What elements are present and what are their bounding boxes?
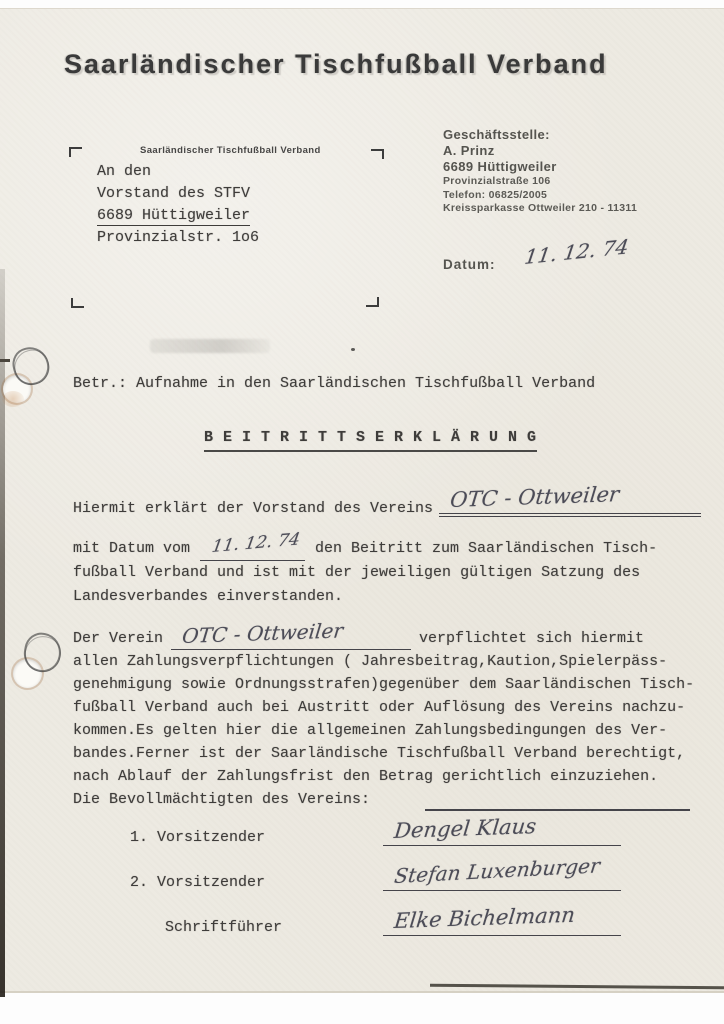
recipient-address xyxy=(97,161,259,249)
address-window-corner-mark xyxy=(371,149,384,159)
office-label: Geschäftsstelle: xyxy=(443,127,550,142)
paper-sheet xyxy=(0,8,724,993)
ink-speck xyxy=(351,348,355,351)
paragraph-obligations xyxy=(73,618,695,811)
address-line: Provinzialstr. 1o6 xyxy=(97,229,260,246)
office-info-block xyxy=(443,127,637,216)
signature-line xyxy=(383,902,621,936)
address-line: 6689 Hüttigweiler xyxy=(97,207,251,224)
signature-row-first-chairman xyxy=(130,815,621,846)
address-window-corner-mark xyxy=(69,147,82,157)
office-contact-name: A. Prinz xyxy=(443,143,495,158)
signature-role-label: 2. Vorsitzender xyxy=(130,874,266,891)
address-line: An den xyxy=(97,163,152,180)
typed-text: mit Datum vom xyxy=(73,540,191,557)
body-line: fußball Verband und ist mit der jeweiligen gültigen Satzung des xyxy=(73,564,641,581)
address-window-corner-mark xyxy=(366,297,379,307)
office-street: Provinzialstraße 106 xyxy=(443,175,551,187)
club-name-handwritten: OTC - Ottweiler xyxy=(181,618,345,648)
paragraph-club-declaration xyxy=(73,482,701,517)
paragraph-accession xyxy=(73,529,658,609)
sender-line: Saarländischer Tischfußball Verband xyxy=(140,145,321,156)
typed-text: verpflichtet sich hiermit xyxy=(419,630,645,647)
office-city: 6689 Hüttigweiler xyxy=(443,159,557,174)
signature-line xyxy=(383,815,621,846)
ink-smudge xyxy=(150,339,270,353)
typed-text: Die Bevollmächtigten des Vereins: xyxy=(73,791,371,808)
letterhead-title: Saarländischer Tischfußball Verband xyxy=(64,49,608,79)
paper-bottom-edge-line xyxy=(430,984,724,989)
date-handwritten: 11. 12. 74 xyxy=(210,529,302,558)
body-line xyxy=(73,529,658,561)
office-bank: Kreissparkasse Ottweiler 210 - 11311 xyxy=(443,202,638,214)
club-name-blank xyxy=(439,482,701,517)
paper-stain xyxy=(2,391,24,407)
signature-row-secretary xyxy=(130,902,621,936)
body-line: Landesverbandes einverstanden. xyxy=(73,588,344,605)
subject-line: Betr.: Aufnahme in den Saarländischen Tischfußball Verband xyxy=(73,375,596,392)
signature-line xyxy=(383,853,621,891)
club-name-handwritten: OTC - Ottweiler xyxy=(449,482,621,512)
body-line: kommen.Es gelten hier die allgemeinen Zahlungsbedingungen des Ver- xyxy=(73,722,668,739)
scan-edge-shadow xyxy=(0,269,5,997)
signature-handwritten: Dengel Klaus xyxy=(393,814,538,843)
date-handwritten-value: 11. 12. 74 xyxy=(523,234,631,269)
body-line: bandes.Ferner ist der Saarländische Tischfußball Verband berechtigt, xyxy=(73,745,686,762)
body-line: fußball Verband auch bei Austritt oder Auflösung des Vereins nachzu- xyxy=(73,699,686,716)
signature-row-second-chairman xyxy=(130,853,621,891)
empty-blank-line xyxy=(425,789,690,811)
typed-text: Der Verein xyxy=(73,630,164,647)
date-blank xyxy=(200,529,305,561)
club-name-blank xyxy=(171,618,411,650)
body-line xyxy=(73,618,694,650)
body-line: allen Zahlungsverpflichtungen ( Jahresbeitrag,Kaution,Spielerpäss- xyxy=(73,653,668,670)
signature-role-label: Schriftführer xyxy=(165,919,283,936)
signature-handwritten: Elke Bichelmann xyxy=(393,902,577,933)
address-line: Vorstand des STFV xyxy=(97,185,251,202)
body-line: genehmigung sowie Ordnungsstrafen)gegenüber dem Saarländischen Tisch- xyxy=(73,676,695,693)
body-line: nach Ablauf der Zahlungsfrist den Betrag gerichtlich einzuziehen. xyxy=(73,768,659,785)
signature-role-label: 1. Vorsitzender xyxy=(130,829,266,846)
typed-text: den Beitritt zum Saarländischen Tisch- xyxy=(315,540,658,557)
scan-edge-mark xyxy=(0,359,10,362)
date-label: Datum: xyxy=(443,257,496,272)
typed-text: Hiermit erklärt der Vorstand des Vereins xyxy=(73,500,434,517)
declaration-heading: B E I T R I T T S E R K L Ä R U N G xyxy=(204,429,537,452)
body-line xyxy=(73,788,694,811)
address-window-corner-mark xyxy=(71,298,84,308)
signature-handwritten: Stefan Luxenburger xyxy=(393,853,602,888)
office-phone: Telefon: 06825/2005 xyxy=(443,188,548,201)
